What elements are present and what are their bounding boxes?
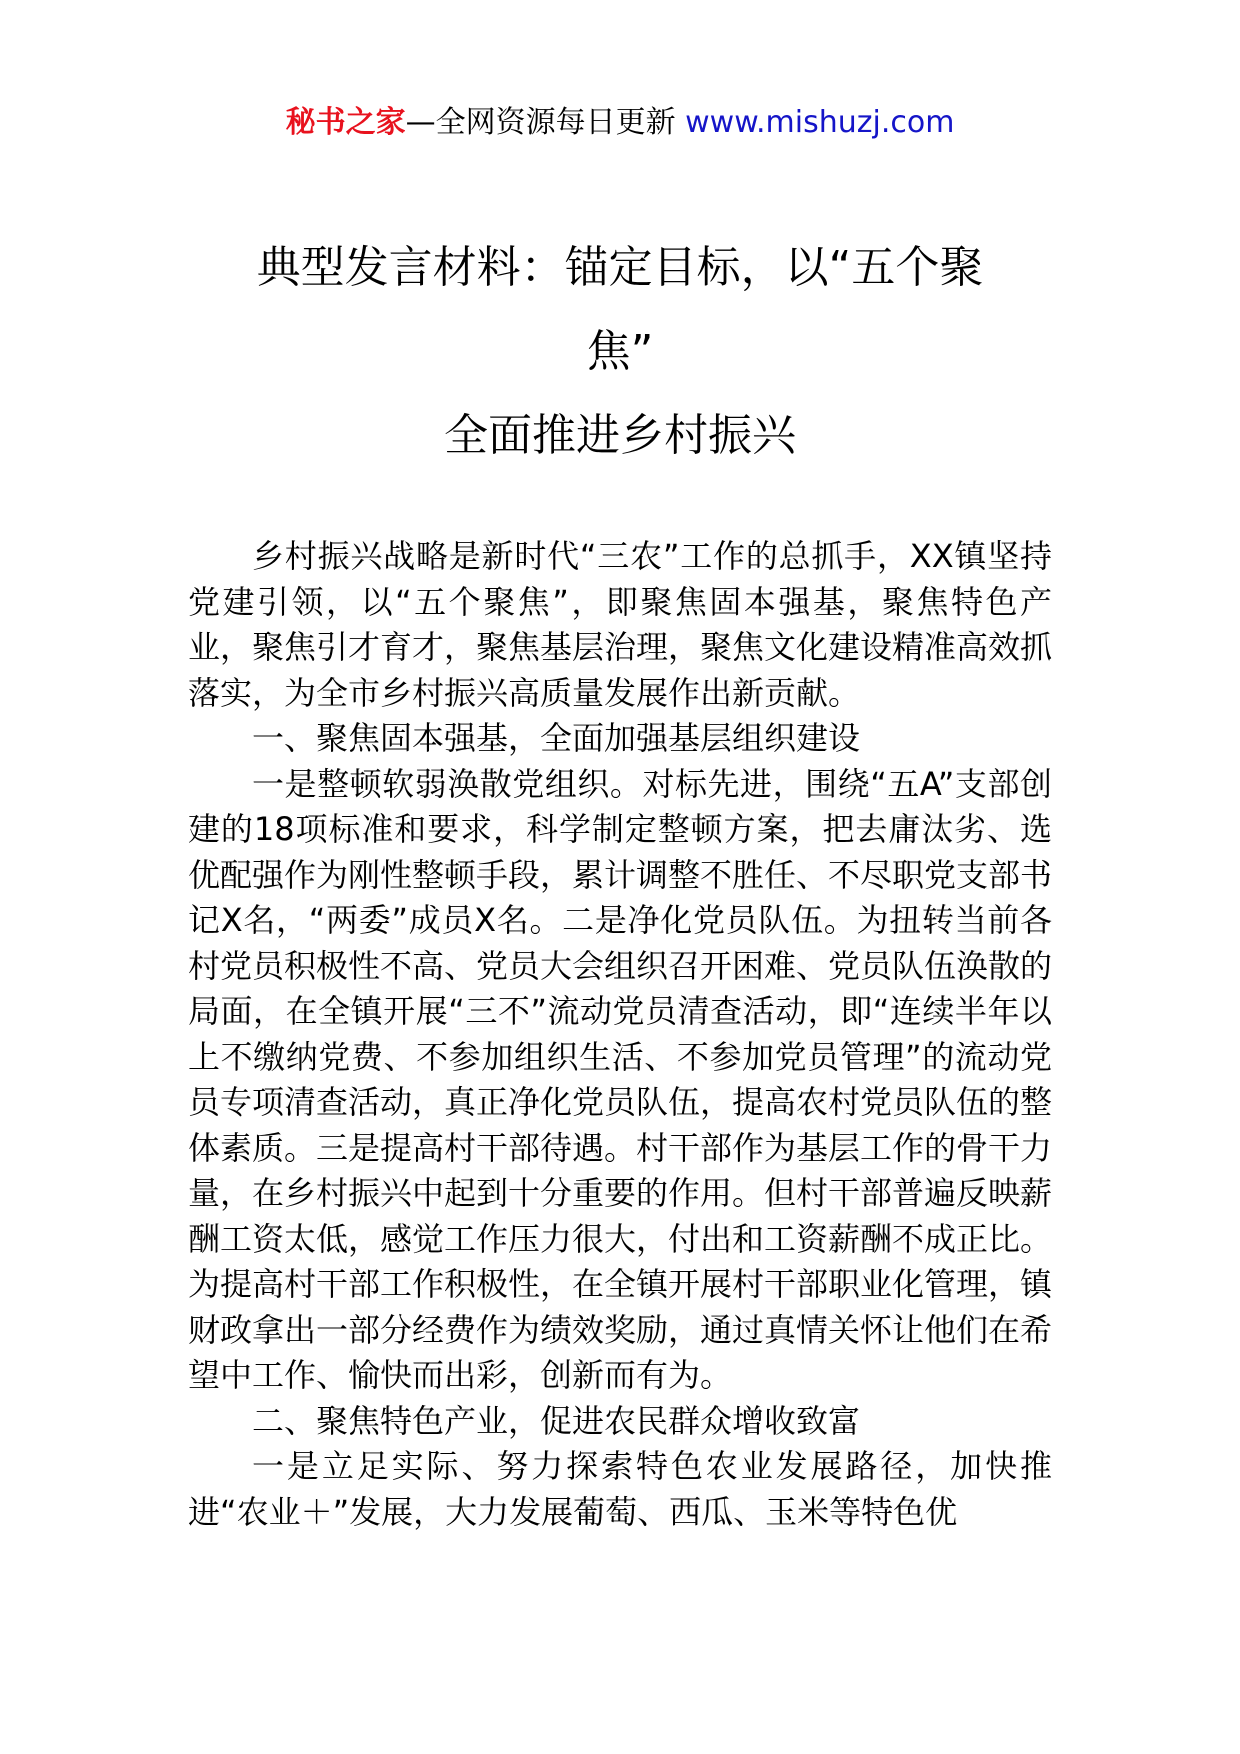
document-title [188, 226, 1052, 478]
section-2-heading: 二、聚焦特色产业，促进农民群众增收致富 [252, 1401, 861, 1440]
title-line-1: 典型发言材料：锚定目标，以“五个聚 [256, 242, 984, 293]
site-header [0, 100, 1240, 146]
site-url-link[interactable]: www.mishuzj.com [685, 105, 955, 140]
title-line-2: 焦” [586, 326, 654, 377]
section-1-paragraph: 一是整顿软弱涣散党组织。对标先进，围绕“五A”支部创建的18项标准和要求，科学制定整顿方案，把去庸汰劣、选优配强作为刚性整顿手段，累计调整不胜任、不尽职党支部书记X名，“两委”成员X名。二是净化党员队伍。为扭转当前各村党员积极性不高、党员大会组织召开困难、党员队伍涣散的局面，在全镇开展“三不”流动党员清查活动，即“连续半年以上不缴纳党费、不参加组织生活、不参加党员管理”的流动党员专项清查活动，真正净化党员队伍，提高农村党员队伍的整体素质。三是提高村干部待遇。村干部作为基层工作的骨干力量，在乡村振兴中起到十分重要的作用。但村干部普遍反映薪酬工资太低，感觉工作压力很大，付出和工资薪酬不成正比。为提高村干部工作积极性，在全镇开展村干部职业化管理，镇财政拿出一部分经费作为绩效奖励，通过真情关怀让他们在希望中工作、愉快而出彩，创新而有为。 [188, 764, 1053, 1394]
section-1-heading: 一、聚焦固本强基，全面加强基层组织建设 [252, 719, 861, 757]
brand-name: 秘书之家 [285, 105, 406, 140]
title-line-3: 全面推进乡村振兴 [444, 410, 796, 461]
site-tagline: —全网资源每日更新 [405, 105, 676, 140]
section-2-paragraph: 一是立足实际、努力探索特色农业发展路径，加快推进“农业＋”发展，大力发展葡萄、西瓜、玉米等特色优 [188, 1447, 1052, 1531]
intro-paragraph: 乡村振兴战略是新时代“三农”工作的总抓手，XX镇坚持党建引领，以“五个聚焦”，即聚焦固本强基，聚焦特色产业，聚焦引才育才，聚焦基层治理，聚焦文化建设精准高效抓落实，为全市乡村振兴高质量发展作出新贡献。 [188, 537, 1053, 712]
document-body [188, 534, 1052, 1535]
